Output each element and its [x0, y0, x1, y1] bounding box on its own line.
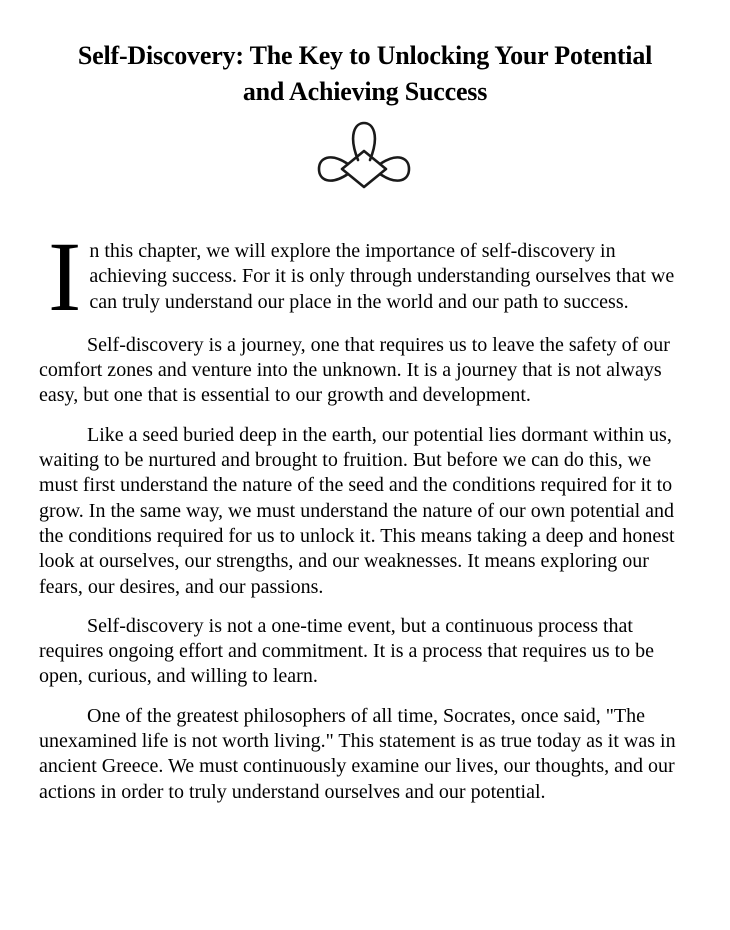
paragraph-4: Self-discovery is not a one-time event, but a continuous process that requires ongoing effort and commitment. It is a process that requires us to be open, curious, and willing to learn.	[39, 614, 655, 688]
chapter-title-line-2: and Achieving Success	[242, 77, 488, 106]
chapter-body	[39, 221, 690, 805]
drop-cap: I	[48, 221, 82, 332]
fleuron-flourish-icon	[317, 121, 413, 189]
chapter-ornament	[0, 121, 730, 189]
chapter-title	[0, 38, 730, 110]
paragraph-1	[39, 221, 690, 332]
chapter-title-line-1: Self-Discovery: The Key to Unlocking Your Potential	[77, 41, 653, 70]
paragraph-5: One of the greatest philosophers of all time, Socrates, once said, "The unexamined life is not worth living." This statement is as true today as it was in ancient Greece. We must continuously examine our lives, our thoughts, and our actions in order to truly understand ourselves and our potential.	[39, 704, 676, 803]
paragraph-1-text: n this chapter, we will explore the importance of self-discovery in achieving success. For it is only through understanding ourselves that we can truly understand our place in the world and our path to success.	[89, 240, 675, 313]
paragraph-3: Like a seed buried deep in the earth, our potential lies dormant within us, waiting to be nurtured and brought to fruition. But before we can do this, we must first understand the nature of the seed and the conditions required for it to grow. In the same way, we must understand the nature of our own potential and the conditions required for us to unlock it. This means taking a deep and honest look at ourselves, our strengths, and our weaknesses. It means exploring our fears, our desires, and our passions.	[39, 423, 675, 598]
paragraph-2: Self-discovery is a journey, one that requires us to leave the safety of our comfort zones and venture into the unknown. It is a journey that is not always easy, but one that is essential to our growth and development.	[39, 333, 670, 407]
